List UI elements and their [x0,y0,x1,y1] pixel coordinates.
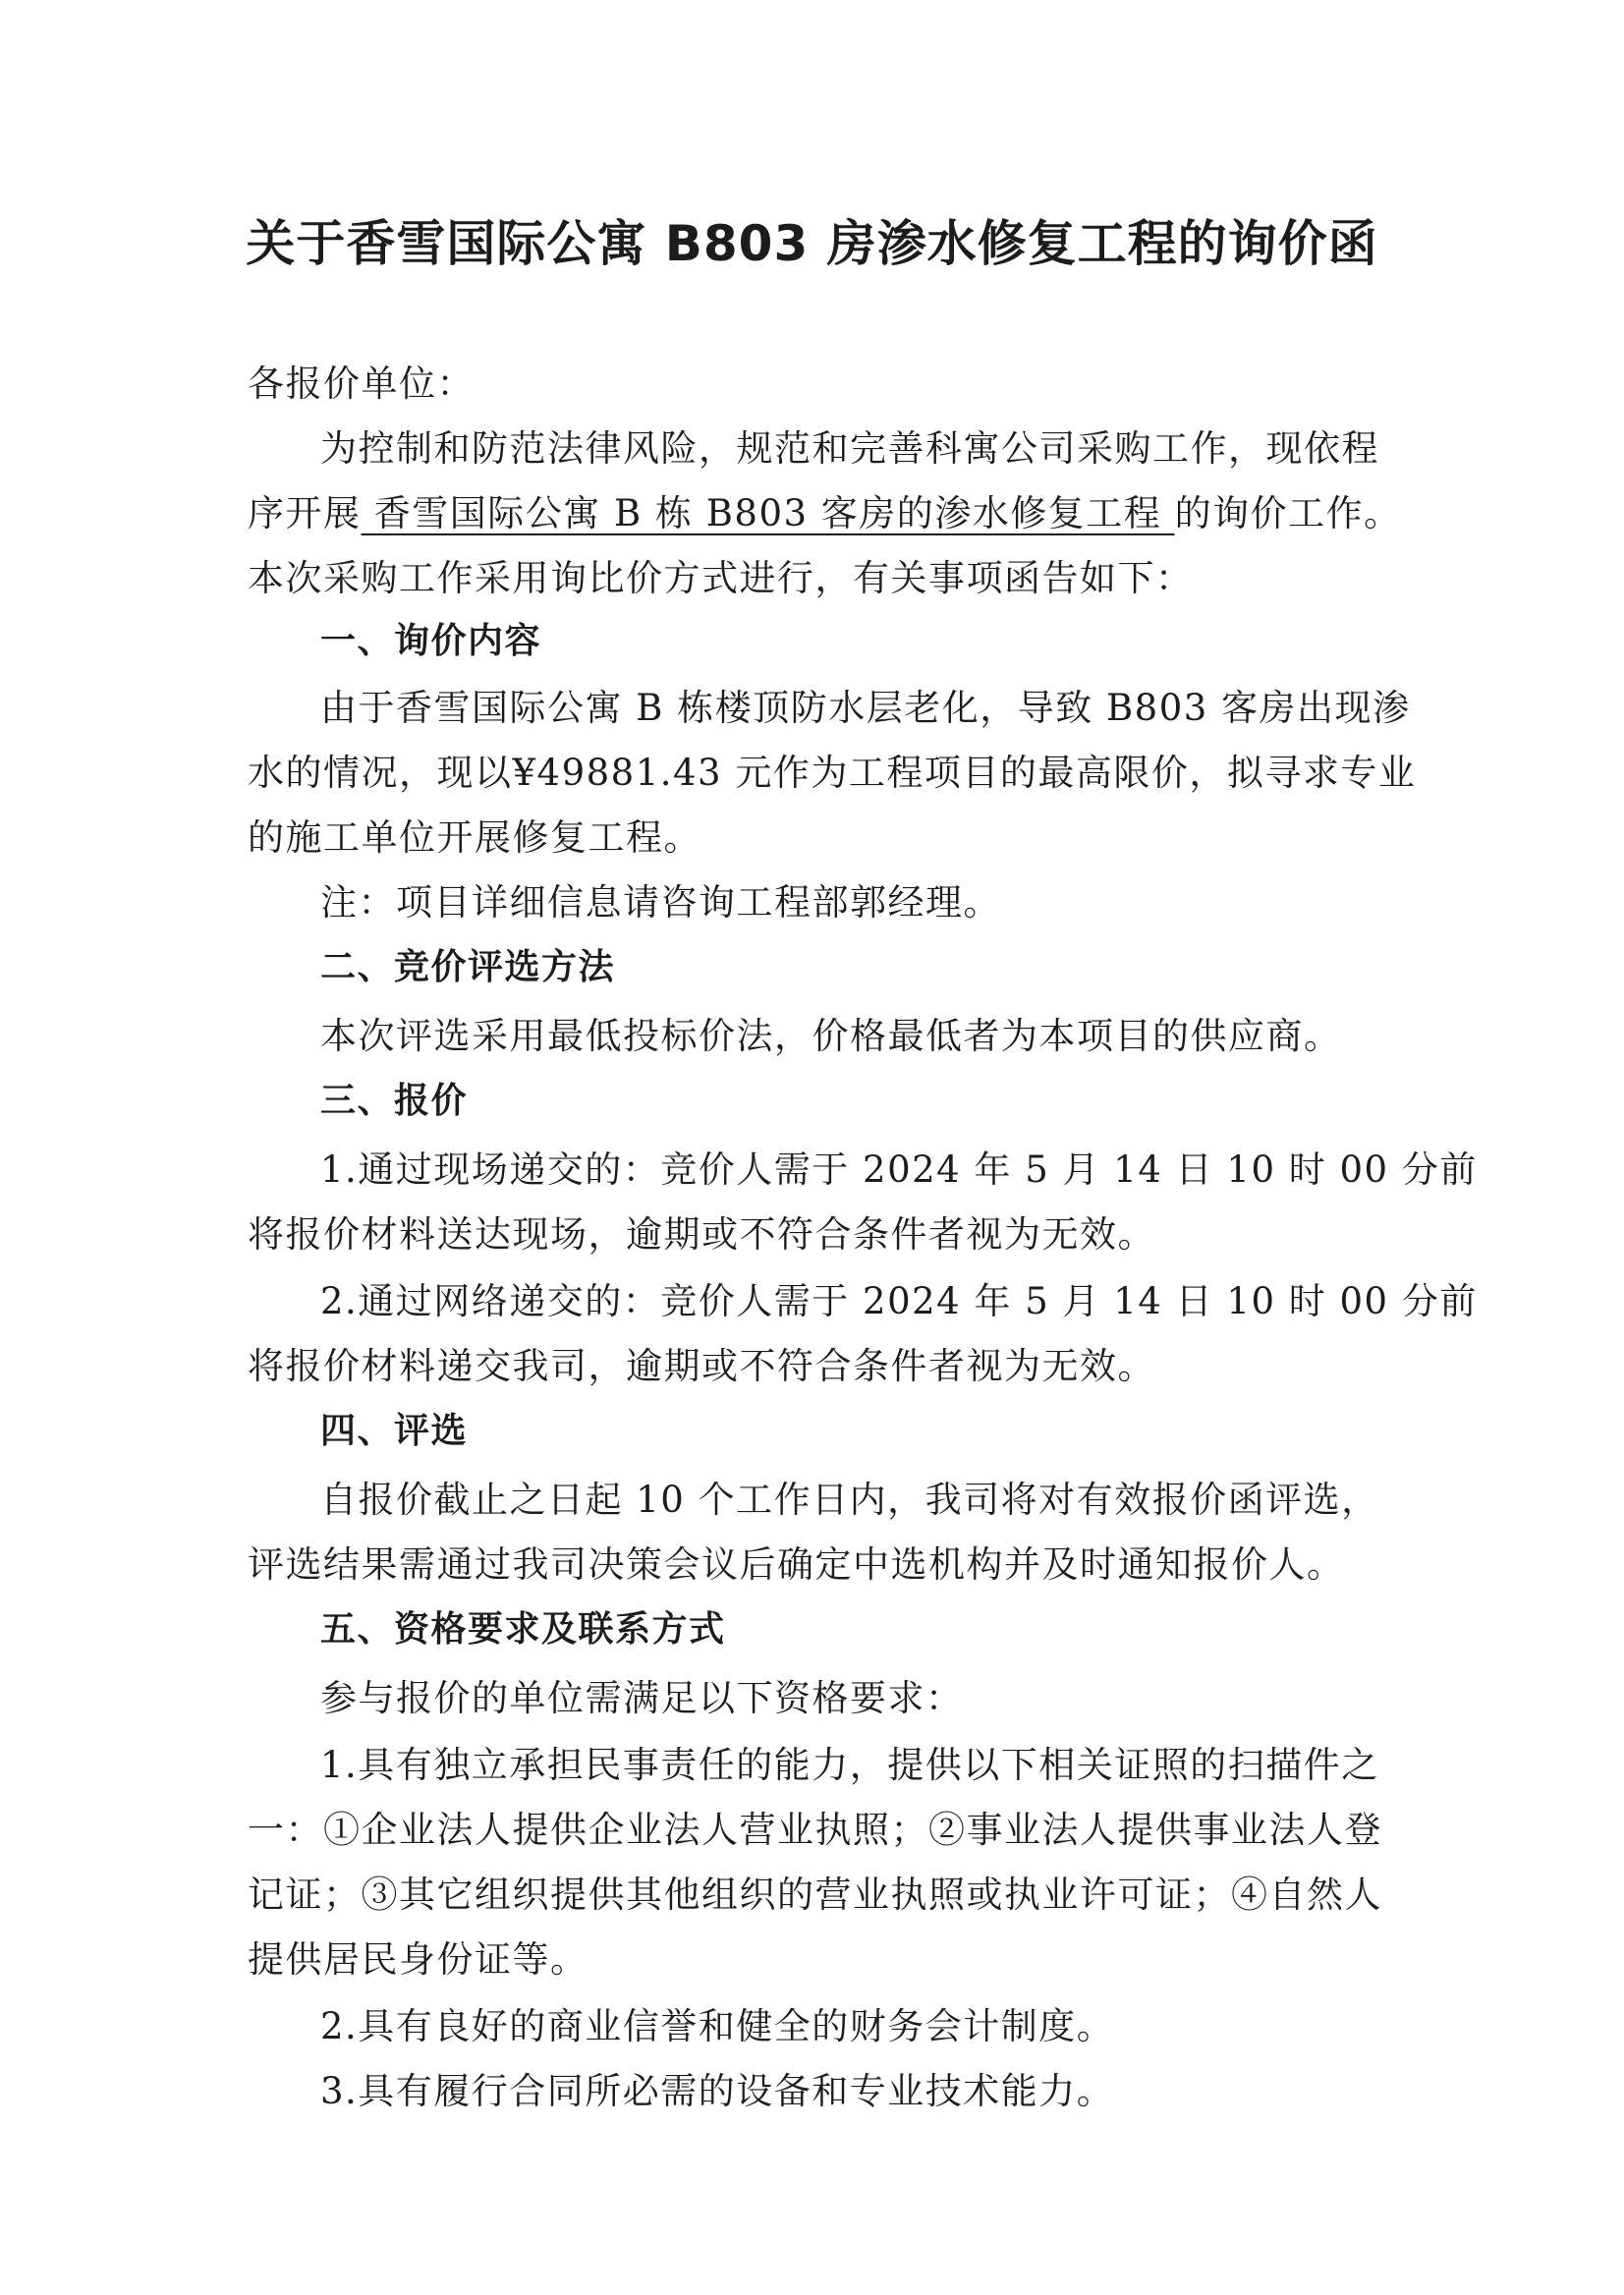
section-4-line-1: 自报价截止之日起 10 个工作日内，我司将对有效报价函评选， [320,1479,1379,1521]
section-1-heading: 一、询价内容 [320,621,542,661]
requirement-3: 3.具有履行合同所必需的设备和专业技术能力。 [320,2070,1115,2112]
requirement-1-line-2: 一：①企业法人提供企业法人营业执照；②事业法人提供事业法人登 [248,1809,1382,1851]
document-title: 关于香雪国际公寓 B803 房渗水修复工程的询价函 [246,215,1378,272]
requirement-1-line-3: 记证；③其它组织提供其他组织的营业执照或执业许可证；④自然人 [248,1874,1382,1916]
requirement-1-line-4: 提供居民身份证等。 [248,1938,588,1981]
section-3-heading: 三、报价 [320,1081,469,1121]
section-3-item-2-line-2: 将报价材料递交我司，逾期或不符合条件者视为无效。 [248,1345,1155,1387]
intro-line-2 [248,483,1402,536]
section-3-item-2-line-1: 2.通过网络递交的：竞价人需于 2024 年 5 月 14 日 10 时 00 分前 [320,1280,1478,1322]
section-1-note: 注：项目详细信息请咨询工程部郭经理。 [320,881,1001,924]
section-4-heading: 四、评选 [320,1411,469,1451]
intro-prefix: 序开展 [248,492,362,534]
intro-line-3: 本次采购工作采用询比价方式进行，有关事项函告如下： [248,557,1194,599]
section-2-line-1: 本次评选采用最低投标价法，价格最低者为本项目的供应商。 [320,1015,1342,1057]
section-1-line-2: 水的情况，现以¥49881.43 元作为工程项目的最高限价，拟寻求专业 [248,752,1417,794]
section-2-heading: 二、竞价评选方法 [320,947,616,987]
section-5-heading: 五、资格要求及联系方式 [320,1609,726,1650]
salutation: 各报价单位： [248,363,475,405]
section-3-item-1-line-2: 将报价材料送达现场，逾期或不符合条件者视为无效。 [248,1213,1155,1256]
section-1-line-3: 的施工单位开展修复工程。 [248,816,701,859]
section-4-line-2: 评选结果需通过我司决策会议后确定中选机构并及时通知报价人。 [248,1543,1345,1586]
section-5-intro: 参与报价的单位需满足以下资格要求： [320,1677,964,1719]
section-1-line-1: 由于香雪国际公寓 B 栋楼顶防水层老化，导致 B803 客房出现渗 [320,687,1411,729]
requirement-2: 2.具有良好的商业信誉和健全的财务会计制度。 [320,2005,1115,2047]
intro-line-1: 为控制和防范法律风险，规范和完善科寓公司采购工作，现依程 [320,427,1379,470]
requirement-1-line-1: 1.具有独立承担民事责任的能力，提供以下相关证照的扫描件之 [320,1744,1379,1786]
intro-suffix: 的询价工作。 [1174,492,1402,534]
section-3-item-1-line-1: 1.通过现场递交的：竞价人需于 2024 年 5 月 14 日 10 时 00 分前 [320,1148,1478,1191]
project-name: 香雪国际公寓 B 栋 B803 客房的渗水修复工程 [361,492,1175,534]
